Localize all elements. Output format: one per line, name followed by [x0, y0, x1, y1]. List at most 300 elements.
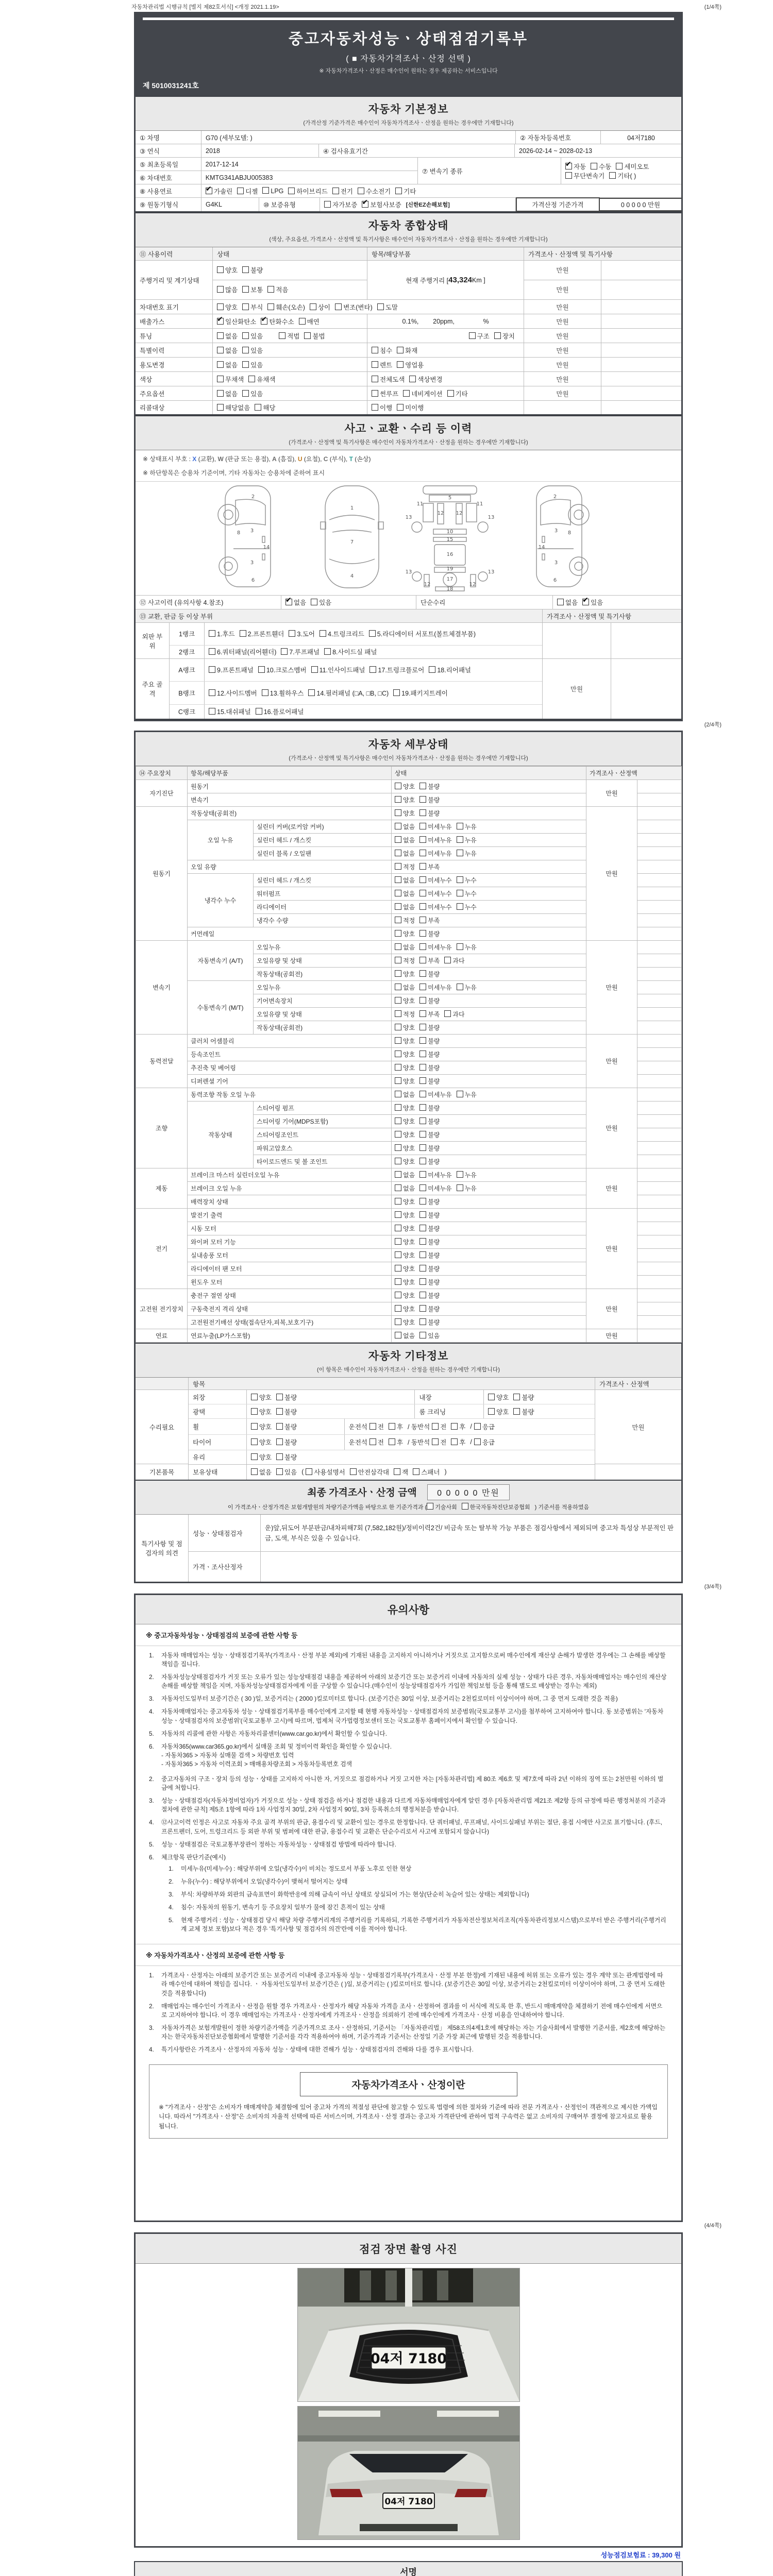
checkbox-option[interactable]: 미세누유 [419, 849, 451, 858]
checkbox-option[interactable]: 불량 [419, 1023, 440, 1032]
checkbox-option[interactable]: 부식 [242, 302, 263, 312]
unchecked-checkbox-icon[interactable] [457, 1091, 463, 1097]
checkbox-option[interactable]: ✔ 없음 [285, 598, 306, 607]
unchecked-checkbox-icon[interactable] [419, 1050, 426, 1057]
checkbox-option[interactable]: 미세누유 [419, 836, 451, 844]
checkbox-option[interactable]: 없음 [395, 1171, 415, 1179]
unchecked-checkbox-icon[interactable] [444, 1010, 451, 1017]
unchecked-checkbox-icon[interactable] [242, 286, 249, 293]
unchecked-checkbox-icon[interactable] [276, 1438, 283, 1445]
checkbox-option[interactable]: ✔ 가솔린 [206, 187, 232, 196]
unchecked-checkbox-icon[interactable] [217, 332, 224, 339]
unchecked-checkbox-icon[interactable] [258, 666, 265, 673]
checkbox-option[interactable]: 양호 [395, 1037, 415, 1045]
checkbox-option[interactable]: 양호 [395, 809, 415, 818]
unchecked-checkbox-icon[interactable] [217, 266, 224, 273]
checkbox-option[interactable]: 16.플로어패널 [256, 707, 304, 716]
checkbox-option[interactable]: 후 [389, 1437, 403, 1447]
unchecked-checkbox-icon[interactable] [609, 172, 616, 179]
unchecked-checkbox-icon[interactable] [262, 689, 268, 696]
checkbox-option[interactable]: 양호 [488, 1407, 509, 1416]
checkbox-option[interactable]: 누수 [457, 876, 477, 885]
unchecked-checkbox-icon[interactable] [413, 1468, 419, 1475]
unchecked-checkbox-icon[interactable] [262, 187, 269, 194]
unchecked-checkbox-icon[interactable] [395, 1171, 401, 1178]
unchecked-checkbox-icon[interactable] [372, 347, 378, 353]
checkbox-option[interactable]: 불량 [276, 1422, 297, 1431]
checkbox-option[interactable]: 없음 [395, 836, 415, 844]
checkbox-option[interactable]: 적정 [395, 862, 415, 871]
checkbox-option[interactable]: 불량 [419, 1318, 440, 1327]
checkbox-option[interactable]: 양호 [395, 1050, 415, 1059]
unchecked-checkbox-icon[interactable] [432, 1423, 439, 1430]
checkbox-option[interactable]: 미세누수 [419, 903, 451, 911]
unchecked-checkbox-icon[interactable] [395, 1010, 401, 1017]
unchecked-checkbox-icon[interactable] [419, 1211, 426, 1218]
unchecked-checkbox-icon[interactable] [395, 1117, 401, 1124]
unchecked-checkbox-icon[interactable] [419, 970, 426, 977]
checkbox-option[interactable]: 있음 [419, 1331, 440, 1340]
unchecked-checkbox-icon[interactable] [447, 390, 454, 397]
unchecked-checkbox-icon[interactable] [389, 1423, 395, 1430]
checkbox-option[interactable]: 불량 [419, 782, 440, 791]
unchecked-checkbox-icon[interactable] [419, 917, 426, 923]
checkbox-option[interactable]: 3.도어 [289, 629, 315, 638]
checkbox-option[interactable]: 불량 [276, 1407, 297, 1416]
checkbox-option[interactable]: 누유 [457, 983, 477, 992]
checkbox-option[interactable]: 양호 [251, 1407, 272, 1416]
checkbox-option[interactable]: 없음 [395, 1090, 415, 1099]
unchecked-checkbox-icon[interactable] [395, 1104, 401, 1111]
checkbox-option[interactable]: 양호 [395, 970, 415, 978]
checkbox-option[interactable]: 부족 [419, 1010, 440, 1019]
checkbox-option[interactable]: 불량 [276, 1437, 297, 1447]
checkbox-option[interactable]: 장치 [494, 331, 515, 341]
unchecked-checkbox-icon[interactable] [394, 1468, 400, 1475]
unchecked-checkbox-icon[interactable] [242, 332, 249, 339]
unchecked-checkbox-icon[interactable] [304, 332, 311, 339]
checkbox-option[interactable]: 불량 [419, 1050, 440, 1059]
unchecked-checkbox-icon[interactable] [251, 1394, 258, 1400]
checkbox-option[interactable]: LPG [262, 187, 283, 195]
unchecked-checkbox-icon[interactable] [242, 390, 249, 397]
unchecked-checkbox-icon[interactable] [565, 172, 572, 179]
unchecked-checkbox-icon[interactable] [419, 836, 426, 843]
unchecked-checkbox-icon[interactable] [419, 1318, 426, 1325]
unchecked-checkbox-icon[interactable] [419, 1332, 426, 1338]
unchecked-checkbox-icon[interactable] [389, 1438, 395, 1445]
unchecked-checkbox-icon[interactable] [513, 1394, 520, 1400]
unchecked-checkbox-icon[interactable] [395, 1198, 401, 1205]
checkbox-option[interactable]: 훼손(오손) [267, 302, 305, 312]
checkbox-option[interactable]: 있음 [276, 1467, 297, 1477]
unchecked-checkbox-icon[interactable] [457, 943, 463, 950]
checkbox-option[interactable]: 없음 [217, 360, 238, 369]
checkbox-option[interactable]: 불량 [419, 795, 440, 804]
unchecked-checkbox-icon[interactable] [419, 809, 426, 816]
unchecked-checkbox-icon[interactable] [251, 1453, 258, 1460]
checkbox-option[interactable]: 적법 [279, 331, 299, 341]
checkbox-option[interactable]: 불량 [419, 1278, 440, 1286]
checkbox-option[interactable]: 양호 [217, 302, 238, 312]
checkbox-option[interactable]: 스패너 [413, 1467, 440, 1477]
checkbox-option[interactable]: 응급 [474, 1422, 495, 1431]
checkbox-option[interactable]: 양호 [251, 1393, 272, 1402]
checkbox-option[interactable]: 양호 [395, 1264, 415, 1273]
unchecked-checkbox-icon[interactable] [419, 1131, 426, 1138]
checkbox-option[interactable]: 없음 [395, 903, 415, 911]
unchecked-checkbox-icon[interactable] [403, 390, 410, 397]
unchecked-checkbox-icon[interactable] [457, 836, 463, 843]
checkbox-option[interactable]: ✔ 있음 [582, 598, 603, 607]
checkbox-option[interactable]: 불량 [513, 1407, 534, 1416]
unchecked-checkbox-icon[interactable] [267, 303, 274, 310]
checkbox-option[interactable]: 양호 [395, 1251, 415, 1260]
checkbox-option[interactable]: 무채색 [217, 375, 244, 384]
checkbox-option[interactable]: 1.후드 [209, 629, 235, 638]
checkbox-option[interactable]: 잭 [394, 1467, 408, 1477]
unchecked-checkbox-icon[interactable] [419, 1091, 426, 1097]
unchecked-checkbox-icon[interactable] [217, 347, 224, 353]
unchecked-checkbox-icon[interactable] [419, 863, 426, 870]
checkbox-option[interactable]: 없음 [557, 598, 578, 607]
checkbox-option[interactable]: 6.쿼터패널(리어휀더) [209, 647, 276, 656]
checkbox-option[interactable]: 자가보증 [324, 200, 357, 209]
unchecked-checkbox-icon[interactable] [488, 1408, 495, 1415]
unchecked-checkbox-icon[interactable] [457, 876, 463, 883]
checkbox-option[interactable]: 2.프론트휀더 [240, 629, 284, 638]
unchecked-checkbox-icon[interactable] [419, 1144, 426, 1151]
checkbox-option[interactable]: 유채색 [248, 375, 275, 384]
unchecked-checkbox-icon[interactable] [395, 796, 401, 803]
checkbox-option[interactable]: 양호 [395, 1197, 415, 1206]
checkbox-option[interactable]: 없음 [395, 849, 415, 858]
checkbox-option[interactable]: 4.트렁크리드 [320, 629, 364, 638]
checkbox-option[interactable]: 없음 [217, 389, 238, 398]
unchecked-checkbox-icon[interactable] [419, 1238, 426, 1245]
unchecked-checkbox-icon[interactable] [311, 666, 318, 673]
unchecked-checkbox-icon[interactable] [358, 188, 364, 194]
unchecked-checkbox-icon[interactable] [217, 286, 224, 293]
checked-checkbox-icon[interactable] [285, 599, 292, 605]
checkbox-option[interactable]: 무단변속기 [565, 171, 604, 180]
checkbox-option[interactable]: 미세누유 [419, 1171, 451, 1179]
unchecked-checkbox-icon[interactable] [457, 984, 463, 990]
checkbox-option[interactable]: ✔ 일산화탄소 [217, 317, 256, 326]
unchecked-checkbox-icon[interactable] [395, 957, 401, 963]
checkbox-option[interactable]: 14.필러패널 (□A, □B, □C) [308, 688, 389, 698]
checkbox-option[interactable]: 없음 [395, 1184, 415, 1193]
checkbox-option[interactable]: ✔자동 [565, 162, 586, 171]
checkbox-option[interactable]: 양호 [395, 1063, 415, 1072]
checkbox-option[interactable]: ✔ 보험사보증 [362, 200, 401, 209]
unchecked-checkbox-icon[interactable] [311, 599, 317, 605]
checkbox-option[interactable]: 불량 [419, 1224, 440, 1233]
unchecked-checkbox-icon[interactable] [451, 1438, 458, 1445]
checkbox-option[interactable]: 불량 [419, 1211, 440, 1219]
unchecked-checkbox-icon[interactable] [494, 332, 501, 339]
checkbox-option[interactable]: 양호 [395, 1291, 415, 1300]
checkbox-option[interactable]: 양호 [395, 1144, 415, 1153]
checkbox-option[interactable]: 불량 [419, 1197, 440, 1206]
unchecked-checkbox-icon[interactable] [279, 332, 285, 339]
unchecked-checkbox-icon[interactable] [372, 390, 378, 397]
checkbox-option[interactable]: 불량 [419, 1130, 440, 1139]
checked-checkbox-icon[interactable] [261, 318, 267, 325]
unchecked-checkbox-icon[interactable] [372, 404, 378, 411]
checkbox-option[interactable]: 전 [369, 1422, 384, 1431]
checkbox-option[interactable]: 세미오토 [616, 162, 649, 171]
checkbox-option[interactable]: 적정 [395, 1010, 415, 1019]
unchecked-checkbox-icon[interactable] [324, 201, 331, 208]
unchecked-checkbox-icon[interactable] [451, 1423, 458, 1430]
checkbox-option[interactable]: 불량 [419, 1144, 440, 1153]
unchecked-checkbox-icon[interactable] [248, 376, 255, 382]
checkbox-option[interactable]: 미세누유 [419, 1184, 451, 1193]
unchecked-checkbox-icon[interactable] [372, 361, 378, 368]
unchecked-checkbox-icon[interactable] [308, 689, 315, 696]
checkbox-option[interactable]: 썬루프 [372, 389, 398, 398]
checkbox-option[interactable]: 미세누수 [419, 876, 451, 885]
checkbox-option[interactable]: 8.사이드실 패널 [324, 647, 377, 656]
unchecked-checkbox-icon[interactable] [395, 1211, 401, 1218]
unchecked-checkbox-icon[interactable] [419, 1225, 426, 1231]
unchecked-checkbox-icon[interactable] [240, 630, 246, 637]
checkbox-option[interactable]: 과다 [444, 956, 464, 965]
checkbox-option[interactable]: 누유 [457, 849, 477, 858]
unchecked-checkbox-icon[interactable] [310, 303, 316, 310]
checkbox-option[interactable]: 부족 [419, 956, 440, 965]
checkbox-option[interactable]: 있음 [242, 360, 263, 369]
checked-checkbox-icon[interactable] [565, 163, 572, 170]
unchecked-checkbox-icon[interactable] [276, 1394, 283, 1400]
checkbox-option[interactable]: 안전삼각대 [350, 1467, 389, 1477]
checkbox-option[interactable]: 하이브리드 [288, 187, 327, 196]
checkbox-option[interactable]: 기타( ) [609, 171, 636, 180]
unchecked-checkbox-icon[interactable] [395, 863, 401, 870]
checkbox-option[interactable]: 7.루프패널 [281, 647, 320, 656]
unchecked-checkbox-icon[interactable] [369, 1438, 376, 1445]
unchecked-checkbox-icon[interactable] [395, 850, 401, 856]
unchecked-checkbox-icon[interactable] [474, 1438, 481, 1445]
checkbox-option[interactable]: 양호 [395, 1304, 415, 1313]
checkbox-option[interactable]: 적음 [267, 285, 288, 294]
checkbox-option[interactable]: 디젤 [237, 187, 258, 196]
checkbox-option[interactable]: 불량 [419, 1077, 440, 1086]
checkbox-option[interactable]: 누유 [457, 822, 477, 831]
unchecked-checkbox-icon[interactable] [395, 917, 401, 923]
unchecked-checkbox-icon[interactable] [395, 1091, 401, 1097]
unchecked-checkbox-icon[interactable] [251, 1408, 258, 1415]
unchecked-checkbox-icon[interactable] [457, 1171, 463, 1178]
unchecked-checkbox-icon[interactable] [395, 876, 401, 883]
unchecked-checkbox-icon[interactable] [419, 823, 426, 829]
unchecked-checkbox-icon[interactable] [237, 188, 244, 194]
unchecked-checkbox-icon[interactable] [395, 1265, 401, 1272]
unchecked-checkbox-icon[interactable] [419, 1278, 426, 1285]
unchecked-checkbox-icon[interactable] [320, 630, 326, 637]
checkbox-option[interactable]: 부족 [419, 916, 440, 925]
checkbox-option[interactable]: 있음 [242, 346, 263, 355]
checkbox-option[interactable]: 구조 [469, 331, 490, 341]
unchecked-checkbox-icon[interactable] [332, 188, 339, 194]
unchecked-checkbox-icon[interactable] [395, 984, 401, 990]
unchecked-checkbox-icon[interactable] [432, 1438, 439, 1445]
unchecked-checkbox-icon[interactable] [395, 823, 401, 829]
unchecked-checkbox-icon[interactable] [217, 376, 224, 382]
unchecked-checkbox-icon[interactable] [276, 1468, 283, 1475]
unchecked-checkbox-icon[interactable] [457, 903, 463, 910]
unchecked-checkbox-icon[interactable] [457, 850, 463, 856]
checked-checkbox-icon[interactable] [217, 318, 224, 325]
checkbox-option[interactable]: 네비게이션 [403, 389, 442, 398]
checkbox-option[interactable]: 렌트 [372, 360, 392, 369]
checkbox-option[interactable]: 불량 [419, 1037, 440, 1045]
unchecked-checkbox-icon[interactable] [242, 266, 249, 273]
checkbox-option[interactable]: 없음 [395, 1331, 415, 1340]
unchecked-checkbox-icon[interactable] [209, 630, 215, 637]
checkbox-option[interactable]: 양호 [217, 265, 238, 275]
unchecked-checkbox-icon[interactable] [377, 303, 384, 310]
checkbox-option[interactable]: 후 [451, 1437, 465, 1447]
checkbox-option[interactable]: 누유 [457, 943, 477, 952]
checkbox-option[interactable]: 불량 [419, 929, 440, 938]
unchecked-checkbox-icon[interactable] [419, 957, 426, 963]
checkbox-option[interactable]: 불량 [276, 1452, 297, 1462]
unchecked-checkbox-icon[interactable] [369, 666, 376, 673]
checkbox-option[interactable]: 부족 [419, 862, 440, 871]
unchecked-checkbox-icon[interactable] [395, 1077, 401, 1084]
checked-checkbox-icon[interactable] [206, 188, 212, 194]
checkbox-option[interactable]: 없음 [395, 943, 415, 952]
checkbox-option[interactable]: 양호 [251, 1437, 272, 1447]
checkbox-option[interactable]: 불량 [419, 1104, 440, 1112]
checkbox-option[interactable]: 양호 [395, 996, 415, 1005]
checkbox-option[interactable]: 수동 [591, 162, 611, 171]
checkbox-option[interactable]: 불량 [242, 265, 263, 275]
unchecked-checkbox-icon[interactable] [395, 1238, 401, 1245]
unchecked-checkbox-icon[interactable] [281, 648, 288, 655]
unchecked-checkbox-icon[interactable] [395, 1225, 401, 1231]
unchecked-checkbox-icon[interactable] [419, 1024, 426, 1030]
unchecked-checkbox-icon[interactable] [395, 1158, 401, 1164]
unchecked-checkbox-icon[interactable] [419, 1265, 426, 1272]
checkbox-option[interactable]: 미이행 [397, 403, 424, 412]
checkbox-option[interactable]: 보통 [242, 285, 263, 294]
unchecked-checkbox-icon[interactable] [256, 708, 262, 715]
checkbox-option[interactable]: 양호 [395, 1023, 415, 1032]
unchecked-checkbox-icon[interactable] [419, 1251, 426, 1258]
checkbox-option[interactable]: 양호 [395, 929, 415, 938]
unchecked-checkbox-icon[interactable] [557, 599, 564, 605]
checkbox-option[interactable]: 수소전기 [358, 187, 391, 196]
checkbox-option[interactable]: 있음 [242, 389, 263, 398]
checkbox-option[interactable]: 미세누유 [419, 943, 451, 952]
checkbox-option[interactable]: 없음 [395, 822, 415, 831]
checkbox-option[interactable]: 화재 [397, 346, 417, 355]
checkbox-option[interactable]: 없음 [217, 331, 238, 341]
unchecked-checkbox-icon[interactable] [419, 997, 426, 1004]
unchecked-checkbox-icon[interactable] [616, 163, 623, 170]
checkbox-option[interactable]: 양호 [395, 1130, 415, 1139]
checkbox-option[interactable]: 불량 [419, 1157, 440, 1166]
unchecked-checkbox-icon[interactable] [419, 1305, 426, 1312]
checkbox-option[interactable]: 양호 [488, 1393, 509, 1402]
checkbox-option[interactable]: 미세누수 [419, 889, 451, 898]
checkbox-option[interactable]: ✔ 탄화수소 [261, 317, 294, 326]
unchecked-checkbox-icon[interactable] [267, 286, 274, 293]
unchecked-checkbox-icon[interactable] [288, 188, 295, 194]
checkbox-option[interactable]: 양호 [395, 1211, 415, 1219]
unchecked-checkbox-icon[interactable] [395, 1184, 401, 1191]
unchecked-checkbox-icon[interactable] [395, 188, 402, 194]
checkbox-option[interactable]: 불량 [276, 1393, 297, 1402]
checkbox-option[interactable]: 전 [432, 1437, 446, 1447]
unchecked-checkbox-icon[interactable] [217, 390, 224, 397]
unchecked-checkbox-icon[interactable] [591, 163, 597, 170]
unchecked-checkbox-icon[interactable] [217, 361, 224, 368]
unchecked-checkbox-icon[interactable] [419, 903, 426, 910]
unchecked-checkbox-icon[interactable] [393, 689, 400, 696]
unchecked-checkbox-icon[interactable] [369, 630, 376, 637]
unchecked-checkbox-icon[interactable] [209, 689, 215, 696]
checkbox-option[interactable]: 13.휠하우스 [262, 688, 304, 698]
checkbox-option[interactable]: 불량 [419, 809, 440, 818]
unchecked-checkbox-icon[interactable] [457, 823, 463, 829]
unchecked-checkbox-icon[interactable] [419, 984, 426, 990]
checkbox-option[interactable]: 전 [432, 1422, 446, 1431]
checkbox-option[interactable]: 불량 [419, 1238, 440, 1246]
checkbox-option[interactable]: 불량 [419, 1264, 440, 1273]
checkbox-option[interactable]: 12.사이드멤버 [209, 688, 257, 698]
checkbox-option[interactable]: 많음 [217, 285, 238, 294]
checkbox-option[interactable]: 불량 [419, 1251, 440, 1260]
checkbox-option[interactable]: 후 [451, 1422, 465, 1431]
checkbox-option[interactable]: 10.크로스멤버 [258, 665, 307, 674]
unchecked-checkbox-icon[interactable] [395, 1144, 401, 1151]
checkbox-option[interactable]: 양호 [395, 782, 415, 791]
unchecked-checkbox-icon[interactable] [395, 1251, 401, 1258]
unchecked-checkbox-icon[interactable] [419, 1104, 426, 1111]
unchecked-checkbox-icon[interactable] [419, 1117, 426, 1124]
checkbox-option[interactable]: 있음 [242, 331, 263, 341]
checkbox-option[interactable]: 미세누유 [419, 1090, 451, 1099]
unchecked-checkbox-icon[interactable] [324, 648, 331, 655]
checkbox-option[interactable]: 11.인사이드패널 [311, 665, 365, 674]
checkbox-option[interactable]: 누유 [457, 1171, 477, 1179]
unchecked-checkbox-icon[interactable] [209, 666, 215, 673]
unchecked-checkbox-icon[interactable] [469, 332, 476, 339]
unchecked-checkbox-icon[interactable] [474, 1423, 481, 1430]
checkbox-option[interactable]: 응급 [474, 1437, 495, 1447]
checkbox-option[interactable]: 매연 [299, 317, 320, 326]
unchecked-checkbox-icon[interactable] [409, 376, 416, 382]
checkbox-option[interactable]: 기타 [447, 389, 468, 398]
checkbox-option[interactable]: 적정 [395, 956, 415, 965]
checkbox-option[interactable]: 미세누유 [419, 822, 451, 831]
checkbox-option[interactable]: 양호 [395, 1104, 415, 1112]
checked-checkbox-icon[interactable] [582, 599, 589, 605]
unchecked-checkbox-icon[interactable] [427, 1503, 433, 1510]
checkbox-option[interactable]: 양호 [395, 1278, 415, 1286]
checkbox-option[interactable]: 9.프론트패널 [209, 665, 254, 674]
unchecked-checkbox-icon[interactable] [419, 1184, 426, 1191]
checkbox-option[interactable]: 해당없음 [217, 403, 250, 412]
unchecked-checkbox-icon[interactable] [395, 836, 401, 843]
checked-checkbox-icon[interactable] [362, 201, 368, 208]
checkbox-option[interactable]: 없음 [395, 983, 415, 992]
checkbox-option[interactable]: 전 [369, 1437, 384, 1447]
